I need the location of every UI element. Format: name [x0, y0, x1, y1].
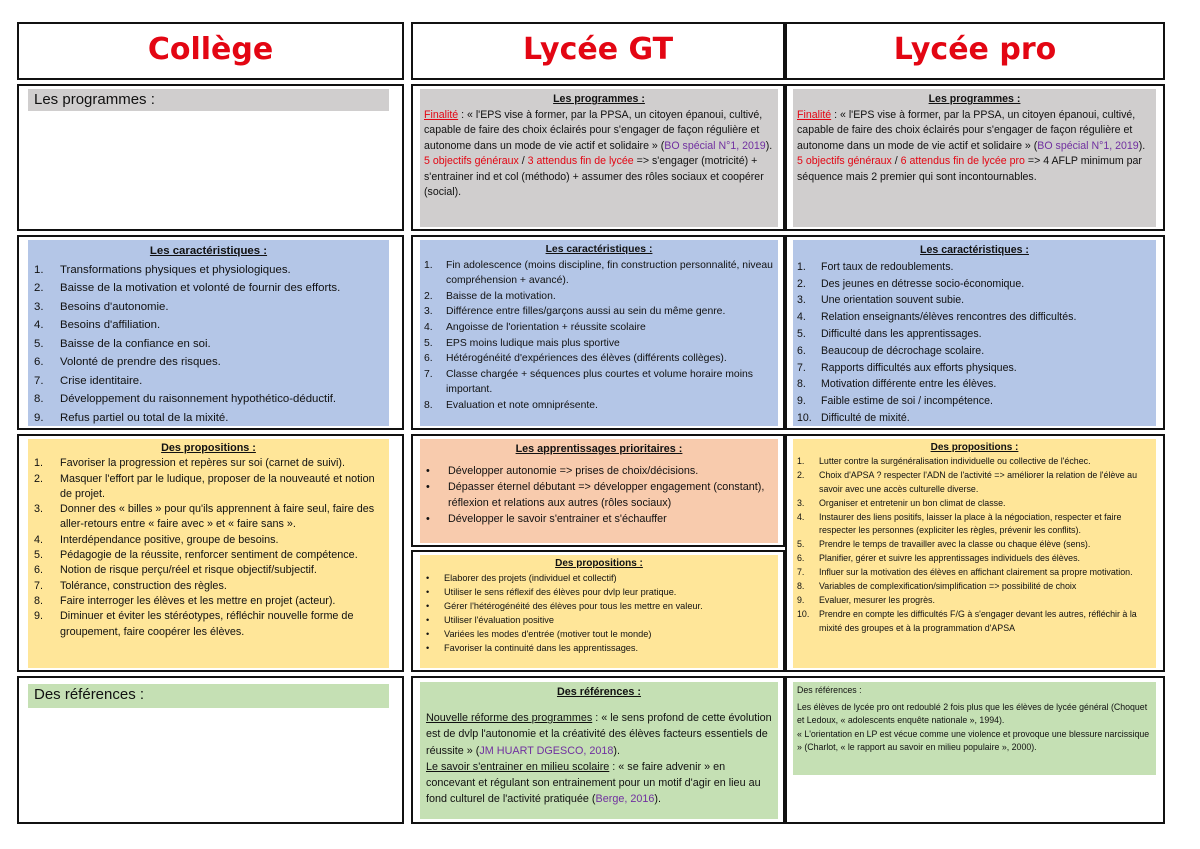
- pro-programmes: [793, 89, 1156, 227]
- item-number: 9.: [797, 395, 806, 408]
- list-item: [34, 563, 383, 578]
- item-number: 6.: [424, 353, 433, 365]
- list-item: [426, 599, 772, 613]
- gt-prop-list: [426, 571, 772, 655]
- gt-ref1: Nouvelle réforme des programmes : « le sens profond de cette évolution est de dvlp l'autonomie et la créativité des élèves facteurs essentiels de réussite » (JM HUART DGESCO, 2018).: [426, 712, 772, 757]
- list-item-text: Transformations physiques et physiologiques.: [60, 263, 291, 276]
- item-number: 5.: [424, 337, 433, 349]
- item-number: 3.: [34, 300, 44, 313]
- item-number: 7.: [797, 361, 806, 374]
- gt-finalite: Finalité : « l'EPS vise à former, par la PPSA, un citoyen épanoui, cultivé, capable de faire des choix éclairés pour s'engager de façon régulière et autonome dans un mode de vie actif et solidaire » (BO spécial N°1, 2019).: [424, 108, 773, 152]
- bullet-icon: •: [426, 629, 430, 639]
- list-item: [34, 533, 383, 548]
- pro-finalite: Finalité : « l'EPS vise à former, par la PPSA, un citoyen épanoui, cultivé, capable de faire des choix éclairés pour s'engager de façon régulière et autonome dans un mode de vie actif et solidaire » (BO spécial N°1, 2019).: [797, 108, 1146, 152]
- list-item-text: Des jeunes en détresse socio-économique.: [821, 277, 1025, 290]
- list-item-text: Interdépendance positive, groupe de besoins.: [60, 533, 279, 546]
- item-number: 2.: [34, 472, 44, 485]
- list-item-text: Différence entre filles/garçons aussi au sein du même genre.: [446, 306, 726, 318]
- item-number: 5.: [34, 337, 44, 350]
- list-item: [797, 360, 1152, 377]
- item-number: 8.: [34, 393, 44, 405]
- list-item: [34, 456, 383, 471]
- list-item: [797, 259, 1152, 276]
- college-title: Collège: [147, 32, 274, 67]
- pro-ref2: « L'orientation en LP est vécue comme une violence et provoque une blessure narcissique » (Charlot, « le rapport au savoir en milieu populaire », 2000).: [797, 728, 1150, 753]
- list-item-text: Rapports difficultés aux efforts physiques.: [821, 361, 1017, 374]
- list-item: [34, 261, 383, 280]
- list-item-text: Instaurer des liens positifs, laisser la place à la négociation, respecter et faire respecter les personnes (expliciter les règles, prévenir les conflits).: [819, 511, 1122, 536]
- pro-caract-title: Les caractéristiques :: [920, 244, 1029, 256]
- gt-appr-list: [426, 463, 772, 527]
- item-number: 1.: [34, 457, 44, 470]
- list-item-text: Favoriser la continuité dans les apprentissages.: [444, 643, 639, 653]
- list-item-text: Angoisse de l'orientation + réussite scolaire: [446, 321, 646, 333]
- list-item-text: Influer sur la motivation des élèves en affichant clairement sa propre motivation.: [819, 567, 1133, 578]
- list-item-text: Choix d'APSA ? respecter l'ADN de l'activité => améliorer la relation de l'élève au savoir avec une accès culturelle diverse.: [819, 469, 1138, 494]
- list-item: [426, 585, 772, 599]
- list-item-text: Lutter contre la surgénéralisation individuelle ou collective de l'échec.: [819, 455, 1091, 466]
- bullet-icon: •: [426, 615, 430, 625]
- item-number: 6.: [34, 564, 44, 577]
- list-item: [34, 279, 383, 298]
- list-item-text: Fin adolescence (moins discipline, fin construction personnalité, niveau compréhension + avancé).: [446, 259, 773, 287]
- list-item-text: Baisse de la motivation et volonté de fournir des efforts.: [60, 282, 341, 294]
- list-item-text: Crise identitaire.: [60, 374, 143, 387]
- pro-objectifs: 5 objectifs généraux / 6 attendus fin de lycée pro => 4 AFLP minimum par séquence mais 2 premier qui sont incontournables.: [797, 155, 1142, 183]
- list-item-text: Prendre en compte les difficultés F/G à s'engager devant les autres, réfléchir à la mixité des groupes et à la programmation d'APSA: [819, 608, 1137, 633]
- list-item-text: Une orientation souvent subie.: [821, 294, 965, 307]
- list-item-text: Développer autonomie => prises de choix/décisions.: [448, 465, 699, 477]
- item-number: 5.: [34, 549, 44, 562]
- pro-references-title: Des références :: [797, 685, 862, 695]
- list-item: [797, 566, 1152, 580]
- list-item-text: Notion de risque perçu/réel et risque objectif/subjectif.: [60, 564, 317, 577]
- item-number: 1.: [797, 260, 806, 273]
- list-item-text: Motivation différente entre les élèves.: [821, 378, 997, 391]
- item-number: 4.: [797, 511, 805, 522]
- list-item: [797, 469, 1152, 497]
- item-number: 7.: [424, 368, 433, 380]
- list-item-text: Refus partiel ou total de la mixité.: [60, 411, 229, 424]
- college-references: [28, 684, 389, 708]
- gt-programmes-title: Les programmes :: [553, 93, 645, 105]
- list-item: [426, 613, 772, 627]
- list-item: [424, 336, 774, 352]
- pro-propositions-title: Des propositions :: [930, 442, 1019, 453]
- item-number: 8.: [424, 399, 433, 411]
- list-item: [424, 258, 774, 289]
- item-number: 3.: [424, 306, 433, 318]
- item-number: 9.: [34, 411, 44, 424]
- list-item-text: Difficulté de mixité.: [821, 411, 910, 424]
- college-prop-list: [34, 456, 383, 640]
- list-item-text: Développer le savoir s'entrainer et s'échauffer: [448, 513, 667, 525]
- list-item-text: Diminuer et éviter les stéréotypes, réfléchir nouvelle forme de groupement, faire coopérer les élèves.: [60, 610, 354, 638]
- list-item-text: EPS moins ludique mais plus sportive: [446, 337, 620, 349]
- list-item-text: Organiser et entretenir un bon climat de classe.: [819, 497, 1006, 508]
- list-item: [426, 641, 772, 655]
- list-item: [424, 304, 774, 320]
- list-item: [426, 479, 772, 511]
- item-number: 1.: [797, 455, 805, 466]
- college-propositions: [28, 439, 389, 668]
- item-number: 5.: [797, 539, 805, 550]
- list-item-text: Fort taux de redoublements.: [821, 260, 954, 273]
- list-item-text: Prendre le temps de travailler avec la classe ou chaque élève (sens).: [819, 539, 1091, 550]
- list-item: [797, 538, 1152, 552]
- item-number: 9.: [34, 610, 44, 623]
- bullet-icon: •: [426, 465, 430, 477]
- item-number: 3.: [797, 497, 805, 508]
- list-item: [34, 548, 383, 563]
- list-item-text: Utiliser le sens réflexif des élèves pour dvlp leur pratique.: [444, 587, 677, 597]
- list-item: [34, 579, 383, 594]
- list-item-text: Variées les modes d'entrée (motiver tout le monde): [444, 629, 652, 639]
- college-programmes: [28, 89, 389, 111]
- pro-propositions: [793, 439, 1156, 668]
- list-item-text: Faire interroger les élèves et les mettre en projet (acteur).: [60, 594, 336, 607]
- list-item: [797, 393, 1152, 410]
- item-number: 7.: [797, 567, 805, 578]
- item-number: 4.: [34, 319, 44, 331]
- college-programmes-title: Les programmes :: [34, 91, 155, 108]
- list-item: [34, 409, 383, 428]
- gt-apprentissages-title: Les apprentissages prioritaires :: [515, 443, 683, 455]
- college-caracteristiques: [28, 240, 389, 426]
- item-number: 1.: [34, 263, 44, 276]
- pro-ref1: Les élèves de lycée pro ont redoublé 2 fois plus que les élèves de lycée général (Choquet et Ledoux, « adolescents enquête nationale », 1994).: [797, 701, 1148, 726]
- list-item: [424, 367, 774, 398]
- item-number: 8.: [34, 594, 44, 607]
- bullet-icon: •: [426, 601, 430, 611]
- gt-objectifs: 5 objectifs généraux / 3 attendus fin de lycée => s'engager (motricité) + s'entrainer ind et col (méthodo) + assumer des rôles sociaux et coopérer (social).: [424, 155, 764, 198]
- list-item: [797, 376, 1152, 393]
- list-item: [797, 511, 1152, 539]
- list-item-text: Utiliser l'évaluation positive: [444, 615, 555, 625]
- list-item: [797, 410, 1152, 427]
- list-item: [34, 335, 383, 354]
- list-item: [34, 472, 383, 503]
- list-item-text: Masquer l'effort par le ludique, proposer de la nouveauté et notion de projet.: [60, 472, 375, 500]
- item-number: 8.: [797, 581, 805, 592]
- list-item: [426, 571, 772, 585]
- item-number: 6.: [797, 553, 805, 564]
- list-item-text: Baisse de la confiance en soi.: [60, 337, 211, 350]
- list-item-text: Planifier, gérer et suivre les apprentissages individuels des élèves.: [819, 553, 1080, 564]
- gt-propositions: [420, 555, 778, 668]
- list-item: [797, 594, 1152, 608]
- gt-caracteristiques: [420, 240, 778, 426]
- list-item-text: Evaluer, mesurer les progrès.: [819, 594, 935, 605]
- college-caract-list: [34, 261, 383, 428]
- gt-caract-title: Les caractéristiques :: [545, 244, 653, 255]
- list-item: [34, 353, 383, 372]
- list-item: [797, 326, 1152, 343]
- list-item: [797, 608, 1152, 636]
- gt-ref2: Le savoir s'entrainer en milieu scolaire : « se faire advenir » en concevant et régulant son entrainement pour un motif d'agir en lieu au fond culturel de l'activité pratiquée (Berge, 2016).: [426, 760, 761, 806]
- gt-caract-list: [424, 258, 774, 414]
- list-item: [797, 552, 1152, 566]
- list-item-text: Variables de complexification/simplification => possibilité de choix: [819, 581, 1077, 592]
- list-item-text: Favoriser la progression et repères sur soi (carnet de suivi).: [60, 457, 346, 470]
- item-number: 2.: [797, 469, 805, 480]
- item-number: 4.: [797, 311, 806, 324]
- list-item-text: Dépasser éternel débutant => développer engagement (constant), réflexion et relations aux autres (rôles sociaux): [448, 481, 765, 509]
- list-item: [424, 351, 774, 367]
- list-item: [797, 455, 1152, 469]
- list-item: [34, 609, 383, 640]
- item-number: 8.: [797, 378, 806, 391]
- pro-programmes-title: Les programmes :: [928, 93, 1021, 105]
- list-item: [34, 316, 383, 335]
- list-item: [797, 343, 1152, 360]
- bullet-icon: •: [426, 573, 430, 583]
- college-caract-title: Les caractéristiques :: [149, 245, 268, 257]
- item-number: 4.: [424, 321, 433, 333]
- list-item-text: Evaluation et note omniprésente.: [446, 399, 598, 411]
- list-item-text: Gérer l'hétérogénéité des élèves pour tous les mettre en valeur.: [444, 601, 703, 611]
- item-number: 2.: [797, 277, 806, 290]
- list-item-text: Baisse de la motivation.: [446, 290, 556, 302]
- item-number: 1.: [424, 259, 433, 271]
- list-item: [34, 372, 383, 391]
- list-item: [424, 320, 774, 336]
- list-item-text: Pédagogie de la réussite, renforcer sentiment de compétence.: [60, 549, 358, 562]
- list-item-text: Faible estime de soi / incompétence.: [821, 395, 993, 408]
- pro-caract-list: [797, 259, 1152, 427]
- item-number: 6.: [797, 344, 806, 357]
- list-item: [424, 289, 774, 305]
- list-item: [426, 511, 772, 527]
- list-item-text: Classe chargée + séquences plus courtes et volume horaire moins important.: [446, 368, 753, 396]
- list-item: [34, 298, 383, 317]
- list-item: [797, 580, 1152, 594]
- list-item-text: Besoins d'autonomie.: [60, 300, 169, 313]
- list-item-text: Elaborer des projets (individuel et collectif): [444, 573, 617, 583]
- item-number: 6.: [34, 356, 44, 368]
- list-item: [797, 497, 1152, 511]
- gt-references: [420, 682, 778, 819]
- list-item: [34, 390, 383, 409]
- gt-programmes: [420, 89, 778, 227]
- bullet-icon: •: [426, 513, 430, 525]
- list-item: [426, 627, 772, 641]
- bullet-icon: •: [426, 587, 430, 597]
- pro-prop-list: [797, 455, 1152, 636]
- gt-references-title: Des références :: [556, 686, 642, 698]
- list-item: [34, 502, 383, 533]
- item-number: 10.: [797, 411, 812, 424]
- item-number: 3.: [797, 294, 806, 307]
- gt-apprentissages: [420, 439, 778, 543]
- item-number: 9.: [797, 594, 805, 605]
- list-item-text: Tolérance, construction des règles.: [60, 579, 227, 592]
- college-references-title: Des références :: [34, 686, 145, 703]
- lycee-pro-title: Lycée pro: [893, 32, 1057, 67]
- item-number: 4.: [34, 533, 44, 546]
- item-number: 7.: [34, 374, 44, 387]
- list-item-text: Besoins d'affiliation.: [60, 319, 161, 331]
- list-item-text: Hétérogénéité d'expériences des élèves (différents collèges).: [446, 353, 727, 365]
- list-item: [426, 463, 772, 479]
- list-item: [797, 309, 1152, 326]
- list-item: [34, 594, 383, 609]
- item-number: 10.: [797, 608, 810, 619]
- item-number: 2.: [34, 282, 44, 294]
- list-item-text: Donner des « billes » pour qu'ils apprennent à faire seul, faire des aller-retours entre « faire avec » et « faire sans ».: [60, 503, 375, 531]
- item-number: 3.: [34, 503, 44, 516]
- bullet-icon: •: [426, 643, 430, 653]
- pro-references: [793, 682, 1156, 775]
- list-item-text: Volonté de prendre des risques.: [60, 356, 221, 368]
- list-item-text: Beaucoup de décrochage scolaire.: [821, 344, 985, 357]
- college-propositions-title: Des propositions :: [161, 442, 256, 454]
- list-item: [797, 292, 1152, 309]
- item-number: 2.: [424, 290, 433, 302]
- lycee-gt-title: Lycée GT: [522, 32, 674, 67]
- gt-propositions-title: Des propositions :: [555, 558, 643, 569]
- pro-caracteristiques: [793, 240, 1156, 426]
- list-item-text: Difficulté dans les apprentissages.: [821, 327, 982, 340]
- list-item-text: Développement du raisonnement hypothético-déductif.: [60, 393, 337, 405]
- list-item: [424, 398, 774, 414]
- item-number: 5.: [797, 327, 806, 340]
- item-number: 7.: [34, 579, 44, 592]
- bullet-icon: •: [426, 481, 430, 493]
- list-item-text: Relation enseignants/élèves rencontres des difficultés.: [821, 311, 1077, 324]
- list-item: [797, 276, 1152, 293]
